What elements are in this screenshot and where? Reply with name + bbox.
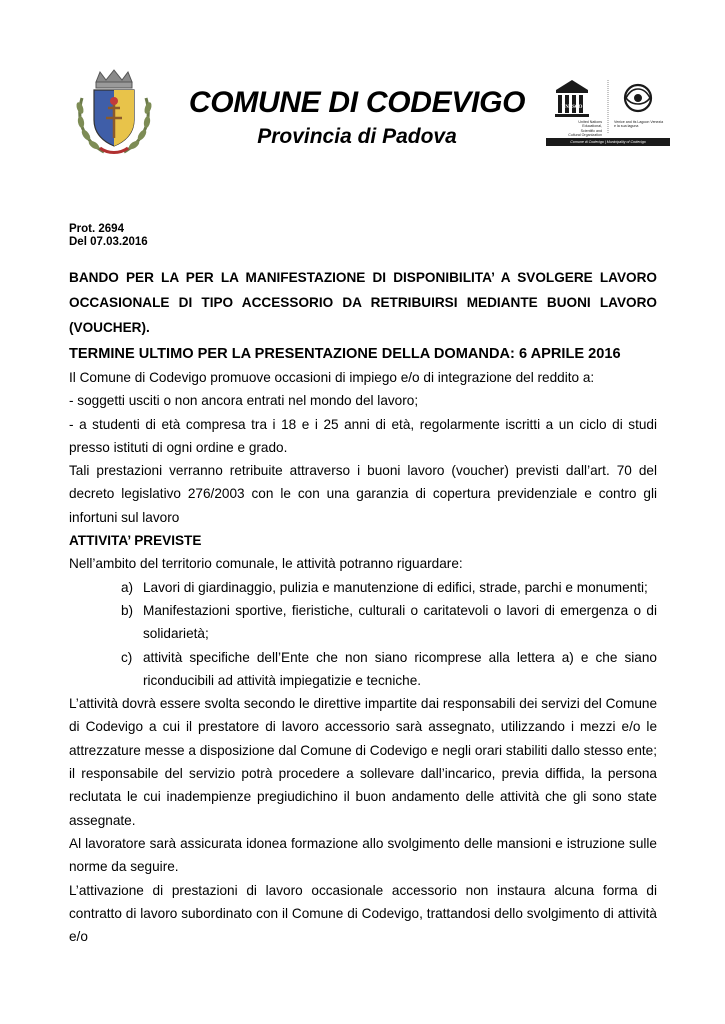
protocol-date: Del 07.03.2016 (69, 236, 148, 248)
list-item (69, 646, 657, 693)
unesco-org-text: United Nations Educational, Scientific and Cultural Organization (568, 120, 602, 138)
list-item-text: attività specifiche dell’Ente che non siano ricomprese alla lettera a) e che siano riconducibili ad attività impiegatizie e tecniche. (143, 649, 657, 688)
list-item (69, 576, 657, 599)
body-paragraph: L’attività dovrà essere svolta secondo le direttive impartite dai responsabili dei servizi del Comune di Codevigo a cui il prestatore di lavoro accessorio sarà assegnato, utilizzando i mezzi e/o le attrezzature messe a disposizione dal Comune di Codevigo e negli orari stabiliti dallo stesso ente; il responsabile del servizio potrà procedere a sollevare dall’incarico, previa diffida, la persona reclutata le cui inadempienze pregiudichino il buon andamento delle attività che gli sono state assegnate. (69, 696, 657, 828)
body-paragraph: Al lavoratore sarà assicurata idonea formazione allo svolgimento delle mansioni e istruzione sulle norme da seguire. (69, 835, 657, 875)
payment-paragraph: Tali prestazioni verranno retribuite attraverso i buoni lavoro (voucher) previsti dall’art. 70 del decreto legislativo 276/2003 con le con una garanzia di copertura previdenziale e contro gli infortuni sul lavoro (69, 463, 657, 525)
municipality-title: COMUNE DI CODEVIGO (188, 86, 526, 119)
unesco-caption-bar: Comune di Codevigo | Municipality of Codevigo (546, 138, 670, 146)
target-item: - soggetti usciti o non ancora entrati nel mondo del lavoro; (69, 393, 419, 409)
list-marker: c) (121, 649, 133, 665)
list-item-text: Lavori di giardinaggio, pulizia e manutenzione di edifici, strade, parchi e monumenti; (143, 579, 648, 595)
list-item (69, 599, 657, 646)
deadline-heading: TERMINE ULTIMO PER LA PRESENTAZIONE DELLA DOMANDA: 6 APRILE 2016 (69, 346, 621, 362)
activities-heading: ATTIVITA’ PREVISTE (69, 533, 202, 549)
body-paragraph: L’attivazione di prestazioni di lavoro occasionale accessorio non instaura alcuna forma di contratto di lavoro subordinato con il Comune di Codevigo, trattandosi dello svolgimento di attività e/o (69, 882, 657, 945)
bando-title: BANDO PER LA PER LA MANIFESTAZIONE DI DISPONIBILITA’ A SVOLGERE LAVORO OCCASIONALE DI TIPO ACCESSORIO DA RETRIBUIRSI MEDIANTE BUONI LAVORO (VOUCHER). (69, 270, 657, 335)
target-item: - a studenti di età compresa tra i 18 e i 25 anni di età, regolarmente iscritti a un ciclo di studi presso istituti di ogni ordine e grado. (69, 416, 657, 455)
protocol-block (69, 223, 148, 249)
unesco-logo (546, 76, 670, 148)
document-body (69, 265, 657, 948)
unesco-wordmark: UNESCO (561, 105, 583, 110)
list-marker: b) (121, 602, 134, 618)
intro-paragraph: Il Comune di Codevigo promuove occasioni di impiego e/o di integrazione del reddito a: (69, 370, 595, 385)
list-marker: a) (121, 579, 134, 595)
unesco-site-text: Venice and its Lagoon Venezia e la sua laguna (614, 120, 664, 129)
activities-list (69, 576, 657, 692)
list-item-text: Manifestazioni sportive, fieristiche, culturali o caritatevoli o lavori di emergenza o di solidarietà; (143, 602, 657, 642)
province-subtitle: Provincia di Padova (257, 125, 457, 148)
activities-intro: Nell’ambito del territorio comunale, le attività potranno riguardare: (69, 556, 463, 572)
coat-of-arms-icon (74, 68, 154, 156)
protocol-number: Prot. 2694 (69, 223, 124, 235)
